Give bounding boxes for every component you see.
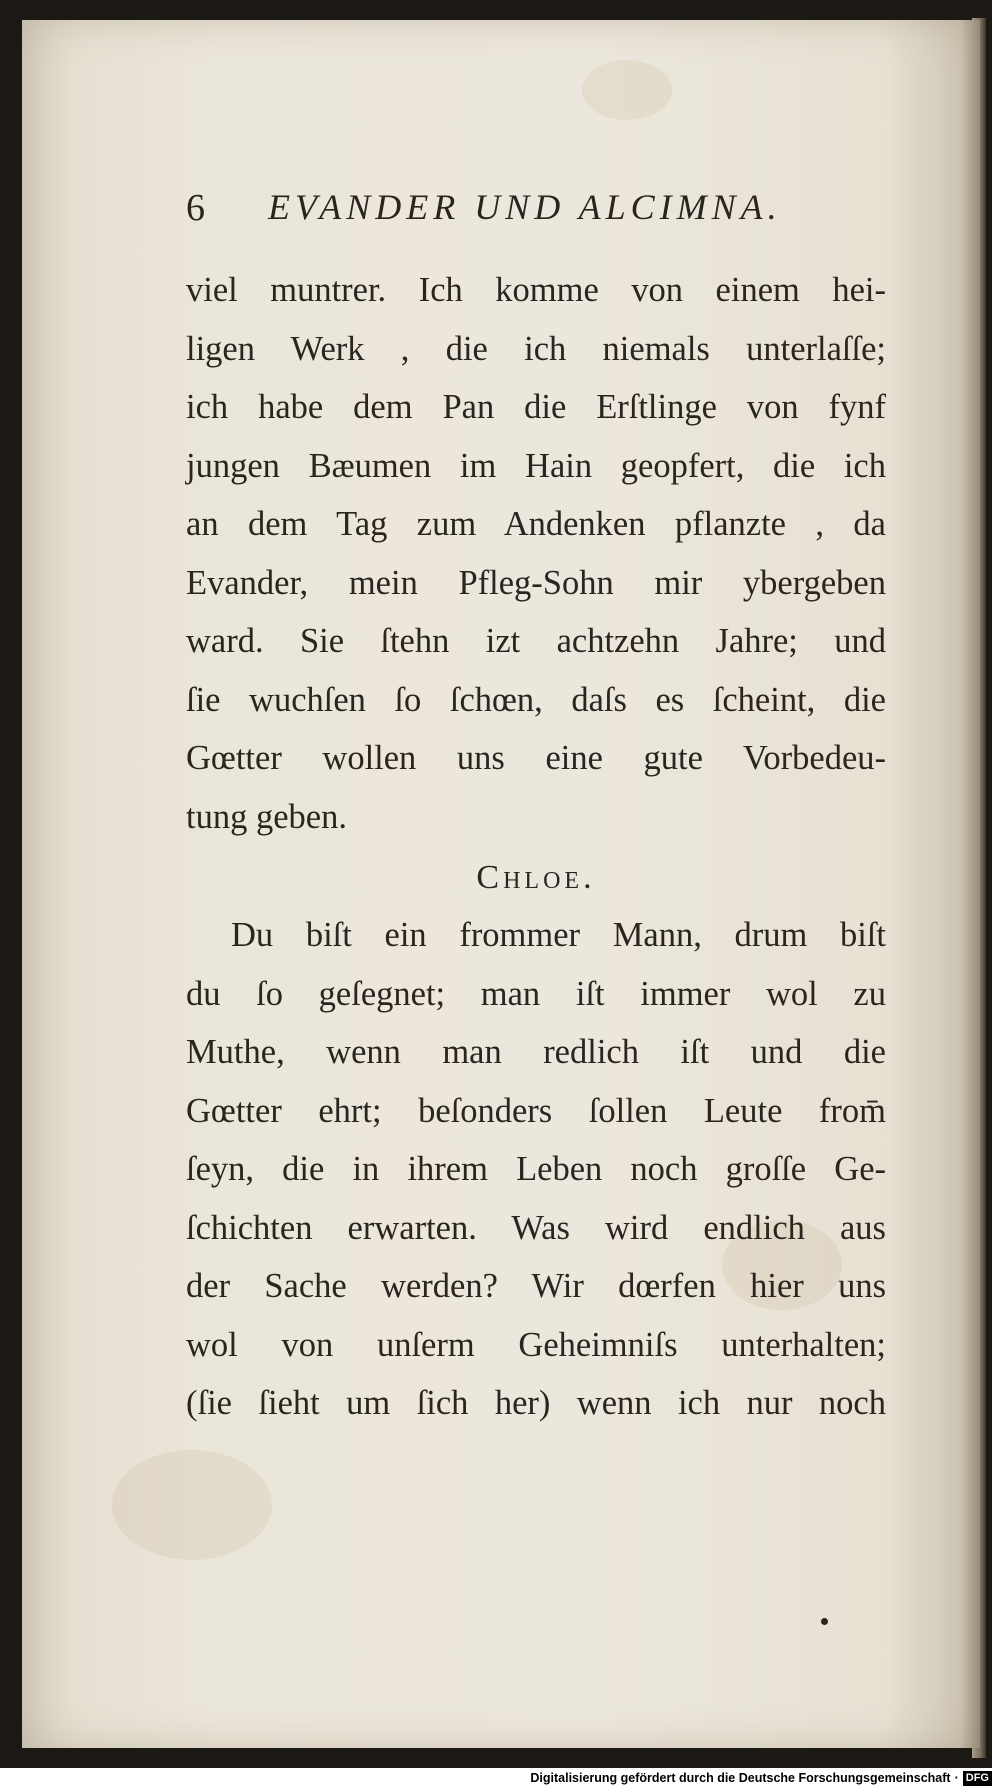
text-line: ligen Werk , die ich niemals unterlaſſe; (186, 329, 886, 368)
text-line: an dem Tag zum Andenken pflanzte , da (186, 505, 886, 543)
digitization-credit (530, 1768, 992, 1788)
ink-dot (821, 1618, 828, 1625)
text-line: ſeyn, die in ihrem Leben noch groſſe Ge- (186, 1150, 886, 1188)
text-line: Gœtter wollen uns eine gute Vorbedeu- (186, 739, 886, 777)
text-line: ward. Sie ſtehn izt achtzehn Jahre; und (186, 622, 886, 660)
text-line: Du biſt ein frommer Mann, drum biſt (231, 916, 886, 954)
text-line: ich habe dem Pan die Erſtlinge von fynf (186, 388, 886, 426)
text-line: Muthe, wenn man redlich iſt und die (186, 1033, 886, 1071)
text-line: (ſie ſieht um ſich her) wenn ich nur noch (186, 1384, 886, 1422)
text-line: wol von unſerm Geheimniſs unterhalten; (186, 1325, 886, 1364)
text-line: ſchichten erwarten. Was wird endlich aus (186, 1208, 886, 1247)
running-head: EVANDER UND ALCIMNA. (268, 187, 782, 227)
credit-text: Digitalisierung gefördert durch die Deutsche Forschungsgemeinschaft (530, 1771, 951, 1785)
text-line: ſie wuchſen ſo ſchœn, daſs es ſcheint, die (186, 680, 886, 719)
text-line: viel muntrer. Ich komme von einem hei- (186, 271, 886, 309)
page-header (186, 186, 886, 242)
text-line: Evander, mein Pfleg-Sohn mir ybergeben (186, 563, 886, 602)
text-line: Gœtter ehrt; beſonders ſollen Leute from̄ (186, 1091, 886, 1130)
paper-stain (112, 1450, 272, 1560)
text-line: tung geben. (186, 797, 347, 836)
paper-stain (582, 60, 672, 120)
text-line: jungen Bæumen im Hain geopfert, die ich (186, 446, 886, 485)
speaker-name: Chloe. (476, 859, 596, 896)
page-number: 6 (186, 187, 205, 229)
credit-separator: · (954, 1771, 959, 1785)
text-line: du ſo geſegnet; man iſt immer wol zu (186, 974, 886, 1013)
dfg-logo: DFG (963, 1771, 992, 1786)
text-line: der Sache werden? Wir dœrfen hier uns (186, 1267, 886, 1305)
